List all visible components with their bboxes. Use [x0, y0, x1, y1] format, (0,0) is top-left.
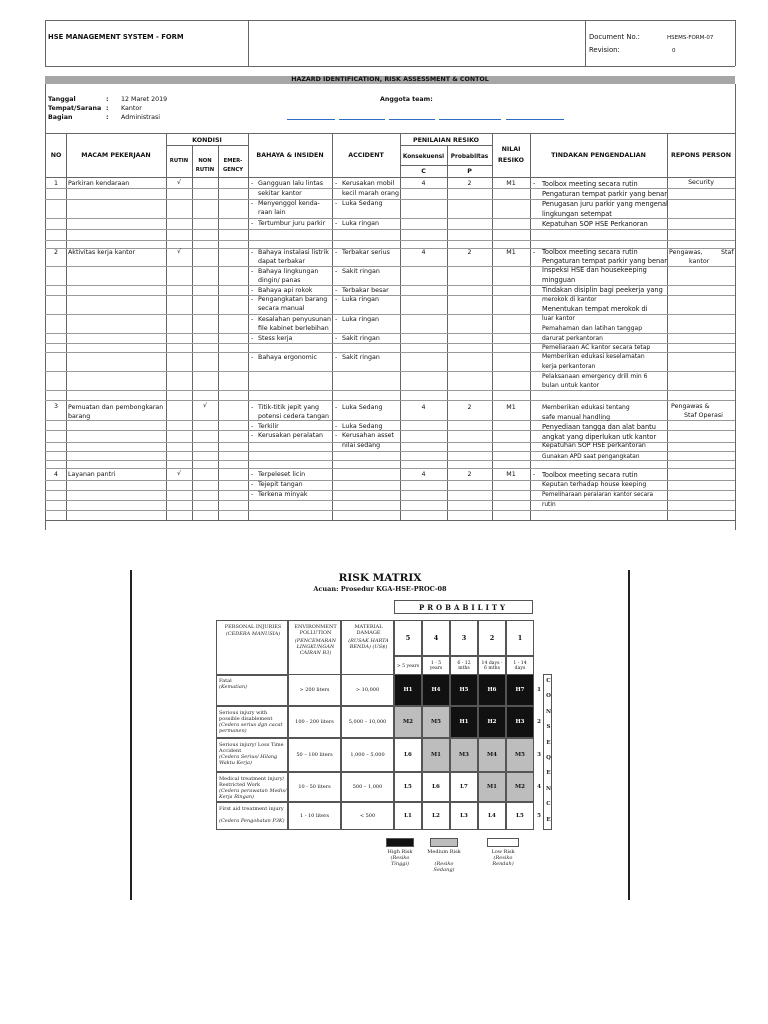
risk-value: M1 — [506, 180, 516, 187]
probability-header: PROBABILITY — [394, 600, 533, 614]
hazard-text: sekitar kantor — [258, 190, 302, 197]
consequence-letter: C — [546, 801, 551, 808]
person-text: kantor — [689, 258, 710, 265]
col-tindakan: TINDAKAN PENGENDALIAN — [551, 152, 646, 159]
p-value: 2 — [467, 404, 472, 411]
row-no: 3 — [53, 403, 58, 410]
tempat-label: Tempat/Sarana — [48, 105, 102, 112]
matrix-env-cell: 10 - 50 liters — [288, 772, 341, 802]
probability-level: 5 — [394, 620, 422, 656]
risk-cell: L6 — [422, 772, 450, 802]
accident-text: Sakit ringan — [342, 268, 380, 275]
risk-cell: H5 — [450, 674, 478, 706]
accident-text: Kerusahan asset — [342, 432, 395, 439]
col-bahaya: BAHAYA & INSIDEN — [256, 152, 324, 159]
control-text: Memberikan edukasi keselamatan — [542, 353, 645, 360]
legend-swatch — [386, 838, 414, 847]
p-value: 2 — [467, 249, 472, 256]
col-accident: ACCIDENT — [348, 152, 384, 159]
matrix-material-cell: < 500 — [341, 802, 394, 830]
control-text: angkat yang diperlukan utk kantor — [542, 433, 657, 441]
risk-cell: L2 — [422, 802, 450, 830]
control-text: Toolbox meeting secara rutin — [542, 248, 638, 256]
consequence-letter: E — [546, 816, 551, 823]
matrix-env-cell: > 200 liters — [288, 674, 341, 706]
probability-description: 6 - 12 mths — [450, 656, 478, 676]
hazard-text: Pengangkatan barang — [258, 296, 328, 303]
probability-level: 2 — [478, 620, 506, 656]
hazard-text: file kabinet berlebihan — [258, 325, 329, 332]
hazard-text: secara manual — [258, 305, 305, 312]
consequence-letter: C — [546, 678, 551, 684]
consequence-letter: N — [545, 708, 552, 715]
section-title: HAZARD IDENTIFICATION, RISK ASSESSMENT & CONTOL — [291, 76, 489, 83]
col-emergency: EMER- — [223, 158, 243, 164]
risk-cell: L5 — [506, 802, 534, 830]
revision-value: 0 — [672, 48, 676, 54]
risk-cell: M2 — [506, 772, 534, 802]
tanggal-value: 12 Maret 2019 — [121, 96, 168, 103]
rutin-tick: √ — [176, 470, 181, 477]
environment-header: ENVIRONMENT POLLUTION (PENCEMARAN LINGKUNGAN CAIRAN B3) — [288, 620, 341, 676]
consequence-letter: E — [546, 770, 551, 777]
hazard-text: Titik-titik jepit yang — [258, 404, 320, 411]
team-blank[interactable] — [506, 119, 564, 120]
col-probabilitas: Probabiltas — [450, 154, 489, 160]
matrix-material-cell: 5,000 – 10,000 — [341, 706, 394, 738]
control-text: kerja perkantoran — [542, 363, 596, 370]
personal-injuries-header: PERSONAL INJURIES (CEDERA MANUSIA) — [216, 620, 288, 676]
accident-text: Kerusakan mobil — [342, 180, 395, 187]
hazard-text: Bahaya instalasi listrik — [258, 249, 329, 256]
matrix-material-cell: > 10,000 — [341, 674, 394, 706]
rutin-tick: √ — [176, 179, 181, 186]
control-text: Penugasan juru parkir yang mengenal — [542, 200, 668, 208]
hazard-text: Terkilir — [258, 423, 279, 430]
risk-value: M1 — [506, 404, 516, 411]
control-text: Tindakan disiplin bagi peekerja yang — [542, 286, 663, 294]
team-blank[interactable] — [439, 119, 501, 120]
row-job: Aktivitas kerja kantor — [68, 249, 136, 256]
c-value: 4 — [421, 404, 426, 411]
hazard-text: Tertumbur juru parkir — [258, 220, 326, 227]
probability-description: 1 - 5 years — [422, 656, 450, 676]
risk-cell: L5 — [394, 772, 422, 802]
risk-cell: H4 — [422, 674, 450, 706]
hazard-text: dingin/ panas — [258, 277, 301, 284]
accident-text: Terbakar besar — [342, 287, 389, 294]
col-repons: REPONS PERSON — [670, 152, 732, 159]
person-text: Pengawas & — [671, 403, 710, 410]
hazard-text: Terkena minyak — [258, 491, 308, 498]
control-text: mingguan — [542, 276, 576, 284]
accident-text: Luka Sedang — [342, 404, 383, 411]
person-text: Staf Operasi — [684, 412, 723, 419]
risk-cell: L6 — [394, 738, 422, 772]
legend-label: High Risk — [387, 849, 413, 855]
row-job: Pemuatan dan pembongkaran — [68, 404, 164, 411]
risk-cell: H7 — [506, 674, 534, 706]
matrix-material-cell: 1,000 – 5,000 — [341, 738, 394, 772]
risk-cell: H3 — [506, 706, 534, 738]
col-nilai: NILAI — [501, 146, 521, 153]
c-value: 4 — [421, 249, 426, 256]
row-job: Parkiran kendaraan — [68, 180, 130, 187]
revision-label: Revision: — [589, 46, 620, 54]
col-penilaian: PENILAIAN RESIKO — [412, 137, 480, 144]
col-no: NO — [50, 152, 62, 159]
row-no: 2 — [53, 249, 58, 256]
control-text: luar kantor — [542, 315, 575, 322]
accident-text: Luka Sedang — [342, 423, 383, 430]
control-text: merokok di kantor — [542, 296, 597, 303]
probability-description: > 5 years — [394, 656, 422, 676]
rutin-tick: √ — [176, 248, 181, 255]
material-damage-header: MATERIAL DAMAGE (RUSAK HARTA BENDA) (US$) — [341, 620, 394, 676]
consequence-letter: N — [545, 785, 552, 792]
form-title: HSE MANAGEMENT SYSTEM - FORM — [48, 33, 184, 41]
risk-cell: L7 — [450, 772, 478, 802]
control-text: Kepatuhan SOP HSE perkantoran — [542, 442, 646, 449]
legend-sublabel: (Resiko Tinggi) — [390, 855, 410, 867]
document-page: HSE MANAGEMENT SYSTEM - FORM Document No.: HSEMS-FORM-07 Revision: 0 HAZARD IDENTIFICATION, RISK ASSESSMENT & CONTOL Tanggal Tempat/Sarana Bagian : : : 12 Maret 2019 Kantor Administrasi Anggota team: NO MACAM PEKERJAAN KONDISI RUTIN NON RUTIN EMER- GENCY BAHAYA & INSIDEN ACCIDENT PENILAIAN RESIKO Konsekuensi Probabiltas C P NILAI RESIKO TINDAKAN PENGENDALIAN REPONS PERSON 1 Parkiran kendaraan √ - Gangguan lalu lintas sekitar kantor - Menyenggol kenda- raan lain - Tertumbur juru parkir - Kerusakan mobil kecil marah orang - Luka Sedang - Luka ringan 4 2 M1 - Toolbox meeting secara rutin Pengaturan tempat parkir yang benar Penugasan juru parkir yang mengenal lingkungan setempat Kepatuhan SOP HSE Perkanoran Security 2 Aktivitas kerja kantor √ - Bahaya instalasi listrik dapat terbakar - Bahaya lingkungan dingin/ panas - Bahaya api rokok - Pengangkatan barang secara manual - Kesalahan penyusunan file kabinet berlebihan - Stess kerja - Bahaya ergonomic - Terbakar serius - Sakit ringan - Terbakar besar - Luka ringan - Luka ringan - Sakit ringan - Sakit ringan 4 2 M1 - Toolbox meeting secara rutin Pengaturan tempat parkir yang benar Inspeksi HSE dan housekeeping mingguan Tindakan disiplin bagi peekerja yang merokok di kantor Menentukan tempat merokok di luar kantor Pemahaman dan latihan tanggap darurat perkantoran Pemeliaraan AC kantor secara tetap Memberikan edukasi keselamatan kerja perkantoran Pelaksanaan emergency drill min 6 bulan untuk kantor Pengawas, Staf kantor 3 Pemuatan dan pembongkaran barang √ - Titik-titik jepit yang potensi cedera tangan - Terkilir - Kerusakan peralatan - Luka Sedang - Luka Sedang - Kerusahan asset nilai sedang 4 2 M1 Memberikan edukasi tentang safe manual handling Penyediaan tangga dan alat bantu angkat yang diperlukan utk kantor Kepatuhan SOP HSE perkantoran Gunakan APD saat pengangkatan Pengawas & Staf Operasi 4 Layanan pantri √ - Terpeleset licin - Tejepit tangan - Terkena minyak 4 2 M1 - Toolbox meeting secara rutin Keputan terhadap house keeping Pemeliharaan peralaran kantor secara rutin RISK MATRIX Acuan: Prosedur KGA-HSE-PROC-08 PROBABILITY PERSONAL INJURIES (CEDERA MANUSIA) ENVIRONMENT POLLUTION (PENCEMARAN LINGKUNGAN CAIRAN B3) MATERIAL DAMAGE (RUSAK HARTA BENDA) (US$) 5 > 5 years 4 1 - 5 years 3 6 - 12 mths 2 14 days - 6 mths 1 1 - 14 days C O N S E Q E N C E Fatal (Kematian) > 200 liters > 10,000 H1 H4 H5 H6 H7 1 Serious injury with possible disablement (Cedera serius dgn cacat permanen) 100 - 200 liters 5,000 – 10,000 M2 M5 H1 H2 H3 2 Serious injury/ Loss Time Accident (Cedera Serius/ Hilang Waktu Kerja) 50 – 100 liters 1,000 – 5,000 L6 M1 M3 M4 M5 3 Medical treatment injury/ Restricted Work (Cedera perawatan Medis/ Kerja Ringan) 10 - 50 liters 500 – 1,000 L5 L6 L7 M1 M2 4 First aid treatment injury (Cedera Pengobatan P3K) 1 - 10 liters < 500 L1 L2 L3 L4 L5 5 High Risk (Resiko Tinggi) Medium Risk (Resiko Sedang) Low Risk (Resiko Rendah) — [0, 0, 768, 1024]
matrix-injury-cell: Serious injury with possible disablement (Cedera serius dgn cacat permanen) — [216, 706, 288, 738]
matrix-title: RISK MATRIX — [338, 572, 422, 584]
matrix-injury-cell: Medical treatment injury/ Restricted Work (Cedera perawatan Medis/ Kerja Ringan) — [216, 772, 288, 802]
consequence-label — [543, 674, 552, 830]
team-blank[interactable] — [339, 119, 385, 120]
probability-description: 1 - 14 days — [506, 656, 534, 676]
accident-text: Sakit ringan — [342, 335, 380, 342]
accident-text: Luka ringan — [342, 220, 379, 227]
control-text: Pengaturan tempat parkir yang benar — [542, 257, 667, 265]
legend-sublabel: (Resiko Rendah) — [492, 855, 514, 867]
risk-cell: M1 — [478, 772, 506, 802]
probability-level: 1 — [506, 620, 534, 656]
doc-no-label: Document No.: — [589, 33, 640, 41]
hazard-text: Stess kerja — [258, 335, 293, 342]
accident-text: Luka Sedang — [342, 200, 383, 207]
row-no: 4 — [53, 471, 58, 478]
hazard-text: Menyenggol kenda- — [258, 200, 320, 207]
hazard-text: Tejepit tangan — [258, 481, 303, 488]
legend-swatch — [430, 838, 458, 847]
risk-matrix-figure — [130, 570, 630, 900]
risk-cell: M3 — [450, 738, 478, 772]
probability-level: 3 — [450, 620, 478, 656]
hazard-text: raan lain — [258, 209, 286, 216]
control-text: Inspeksi HSE dan housekeeping — [542, 266, 647, 274]
consequence-level: 3 — [537, 752, 541, 758]
probability-level: 4 — [422, 620, 450, 656]
control-text: rutin — [542, 502, 556, 508]
bagian-value: Administrasi — [121, 114, 161, 121]
accident-text: Sakit ringan — [342, 354, 380, 361]
consequence-level: 2 — [537, 719, 541, 725]
matrix-env-cell: 50 – 100 liters — [288, 738, 341, 772]
matrix-env-cell: 1 - 10 liters — [288, 802, 341, 830]
risk-value: M1 — [506, 249, 516, 256]
team-blank[interactable] — [389, 119, 435, 120]
risk-cell: M4 — [478, 738, 506, 772]
hazard-text: Kesalahan penyusunan — [258, 316, 331, 323]
row-no: 1 — [53, 180, 58, 187]
hazard-text: Bahaya ergonomic — [258, 354, 318, 361]
control-text: Kepatuhan SOP HSE Perkanoran — [542, 220, 648, 228]
doc-no-value: HSEMS-FORM-07 — [667, 35, 714, 41]
risk-cell: M2 — [394, 706, 422, 738]
control-text: darurat perkantoran — [542, 335, 603, 342]
consequence-level: 1 — [537, 687, 541, 693]
consequence-letter: S — [546, 724, 551, 731]
control-text: Pemahaman dan latihan tanggap — [542, 325, 643, 332]
legend-label: Medium Risk — [427, 849, 461, 855]
hazard-text: Bahaya api rokok — [258, 287, 313, 294]
matrix-material-cell: 500 – 1,000 — [341, 772, 394, 802]
hazard-text: Bahaya lingkungan — [258, 268, 319, 275]
hazard-text: Gangguan lalu lintas — [258, 180, 324, 187]
scan-edge — [130, 570, 132, 900]
row-job: Layanan pantri — [68, 471, 116, 478]
col-kondisi: KONDISI — [192, 137, 222, 144]
risk-cell: L3 — [450, 802, 478, 830]
team-blank[interactable] — [287, 119, 335, 120]
p-value: 2 — [467, 471, 472, 478]
risk-cell: L1 — [394, 802, 422, 830]
legend-sublabel: (Resiko Sedang) — [433, 861, 455, 873]
legend-swatch — [487, 838, 519, 847]
c-value: 4 — [421, 471, 426, 478]
control-text: safe manual handling — [542, 414, 611, 421]
matrix-injury-cell: First aid treatment injury (Cedera Pengobatan P3K) — [216, 802, 288, 830]
matrix-env-cell: 100 - 200 liters — [288, 706, 341, 738]
person-text: Pengawas, — [669, 249, 703, 256]
hazard-text: potensi cedera tangan — [258, 413, 330, 420]
matrix-injury-cell: Fatal (Kematian) — [216, 674, 288, 706]
accident-text: Terbakar serius — [342, 249, 390, 256]
control-text: Pengaturan tempat parkir yang benar — [542, 190, 667, 198]
consequence-level: 4 — [537, 784, 541, 790]
accident-text: Luka ringan — [342, 296, 379, 303]
control-text: Gunakan APD saat pengangkatan — [542, 454, 640, 460]
col-non: NON — [198, 158, 212, 164]
consequence-letter: Q — [546, 755, 551, 761]
probability-description: 14 days - 6 mths — [478, 656, 506, 676]
control-text: Pelaksanaan emergency drill min 6 — [542, 373, 648, 380]
risk-cell: H6 — [478, 674, 506, 706]
control-text: Memberikan edukasi tentang — [542, 404, 630, 411]
risk-cell: L4 — [478, 802, 506, 830]
consequence-level: 5 — [537, 813, 541, 819]
col-konsekuensi: Konsekuensi — [402, 154, 445, 160]
hazard-text: dapat terbakar — [258, 258, 305, 265]
matrix-subtitle: Acuan: Prosedur KGA-HSE-PROC-08 — [313, 585, 447, 593]
control-text: Pemeliaraan AC kantor secara tetap — [542, 344, 651, 351]
col-macam: MACAM PEKERJAAN — [81, 152, 151, 159]
nonrutin-tick: √ — [202, 402, 207, 409]
c-value: 4 — [421, 180, 426, 187]
risk-cell: M5 — [422, 706, 450, 738]
risk-cell: M1 — [422, 738, 450, 772]
legend-label: Low Risk — [491, 849, 515, 855]
matrix-injury-cell: Serious injury/ Loss Time Accident (Cedera Serius/ Hilang Waktu Kerja) — [216, 738, 288, 772]
risk-cell: H1 — [394, 674, 422, 706]
scan-edge — [628, 570, 630, 900]
accident-text: kecil marah orang — [342, 190, 399, 197]
risk-value: M1 — [506, 471, 516, 478]
tanggal-label: Tanggal — [48, 96, 76, 103]
control-text: Penyediaan tangga dan alat bantu — [542, 423, 656, 431]
tempat-value: Kantor — [121, 105, 142, 112]
hazard-text: Terpeleset licin — [258, 471, 306, 478]
control-text: Menentukan tempat merokok di — [542, 305, 648, 313]
control-text: lingkungan setempat — [542, 210, 612, 218]
control-text: Pemeliharaan peralaran kantor secara — [542, 492, 654, 498]
control-text: Toolbox meeting secara rutin — [542, 471, 638, 479]
risk-cell: M5 — [506, 738, 534, 772]
consequence-letter: E — [546, 739, 551, 746]
person-text: Security — [688, 179, 714, 186]
hazard-text: Kerusakan peralatan — [258, 432, 324, 439]
risk-cell: H1 — [450, 706, 478, 738]
accident-text: Luka ringan — [342, 316, 379, 323]
consequence-letter: O — [546, 693, 551, 700]
col-rutin: RUTIN — [169, 158, 189, 164]
bagian-label: Bagian — [48, 114, 73, 121]
risk-cell: H2 — [478, 706, 506, 738]
control-text: Keputan terhadap house keeping — [542, 481, 647, 488]
accident-text: nilai sedang — [342, 442, 381, 449]
anggota-label: Anggota team: — [380, 96, 433, 103]
person-text: Staf — [721, 249, 734, 256]
control-text: Toolbox meeting secara rutin — [542, 180, 638, 188]
p-value: 2 — [467, 180, 472, 187]
control-text: bulan untuk kantor — [542, 382, 600, 389]
